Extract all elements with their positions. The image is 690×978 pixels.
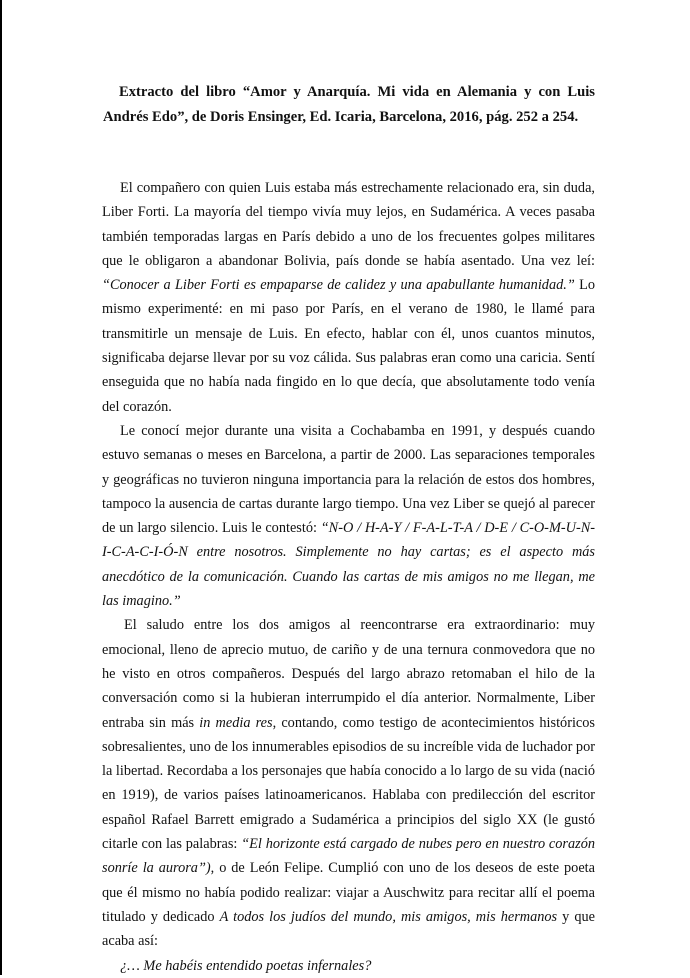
paragraph-3-text-c: , o de León Felipe. Cumplió con uno de los deseos de este poeta que él mismo no había podido realizar: viajar a Auschwitz para recitar allí el poema titulado y dedicado xyxy=(102,860,595,925)
document-body xyxy=(102,176,595,978)
paragraph-2-quote: “N-O / H-A-Y / F-A-L-T-A / D-E / C-O-M-U-N-I-C-A-C-I-Ó-N entre nosotros. Simplemente no hay cartas; es el aspecto más anecdótico de la comunicación. Cuando las cartas de mis amigos no me llegan, me las imagino.” xyxy=(102,520,596,610)
paragraph-1-text-b: Lo mismo experimenté: en mi paso por París, en el verano de 1980, le llamé para transmitirle un mensaje de Luis. En efecto, hablar con él, unos cuantos minutos, significaba dejarse llevar por su voz cálida. Sus palabras eran como una caricia. Sentí enseguida que no había nada fingido en lo que decía, que absolutamente todo venía del corazón. xyxy=(102,277,595,415)
poem-line-text: ¿… Me habéis entendido poetas infernales? xyxy=(120,957,372,974)
paragraph-2-text-a: Le conocí mejor durante una visita a Cochabamba en 1991, y después cuando estuvo semanas o meses en Barcelona, a partir de 2000. Las separaciones temporales y geográficas no tuvieron ninguna importancia para la relación de estos dos hombres, tampoco la ausencia de cartas durante largo tiempo. Una vez Liber se quejó al parecer de un largo silencio. Luis le contestó: xyxy=(102,422,595,537)
excerpt-title: Extracto del libro “Amor y Anarquía. Mi vida en Alemania y con Luis Andrés Edo”, de Doris Ensinger, Ed. Icaria, Barcelona, 2016, pág. 252 a 254. xyxy=(103,84,595,125)
paragraph-1 xyxy=(102,176,595,419)
paragraph-3-italic-2: A todos los judíos del mundo, mis amigos, mis hermanos xyxy=(219,908,558,925)
paragraph-3-quote: “El horizonte está cargado de nubes pero en nuestro corazón sonríe la aurora”) xyxy=(102,836,596,877)
paragraph-3-text-d: y que acaba así: xyxy=(102,908,596,950)
paragraph-3 xyxy=(102,613,595,953)
paragraph-1-text-a: El compañero con quien Luis estaba más estrechamente relacionado era, sin duda, Liber Forti. La mayoría del tiempo vivía muy lejos, en Sudamérica. A veces pasaba también temporadas largas en París debido a uno de los frecuentes golpes militares que le obligaron a abandonar Bolivia, país donde se había asentado. Una vez leí: xyxy=(102,180,595,269)
paragraph-3-italic-1: in media res xyxy=(199,714,273,731)
paragraph-2 xyxy=(102,419,595,613)
paragraph-3-text-b: , contando, como testigo de acontecimientos históricos sobresalientes, uno de los innumerables episodios de su increíble vida de luchador por la libertad. Recordaba a los personajes que había conocido a lo largo de su vida (nació en 1919), de varios países latinoamericanos. Hablaba con predilección del escritor español Rafael Barrett emigrado a Sudamérica a principios del siglo XX (le gustó citarle con las palabras: xyxy=(102,714,595,853)
paragraph-1-quote: “Conocer a Liber Forti es empaparse de calidez y una apabullante humanidad.” xyxy=(102,277,575,294)
paragraph-3-text-a: El saludo entre los dos amigos al reencontrarse era extraordinario: muy emocional, lleno de aprecio mutuo, de cariño y de una ternura conmovedora que no he visto en otros compañeros. Después del largo abrazo retomaban el hilo de la conversación como si la hubieran interrumpido el día anterior. Normalmente, Liber entraba sin más xyxy=(102,617,595,731)
poem-line xyxy=(102,954,595,978)
